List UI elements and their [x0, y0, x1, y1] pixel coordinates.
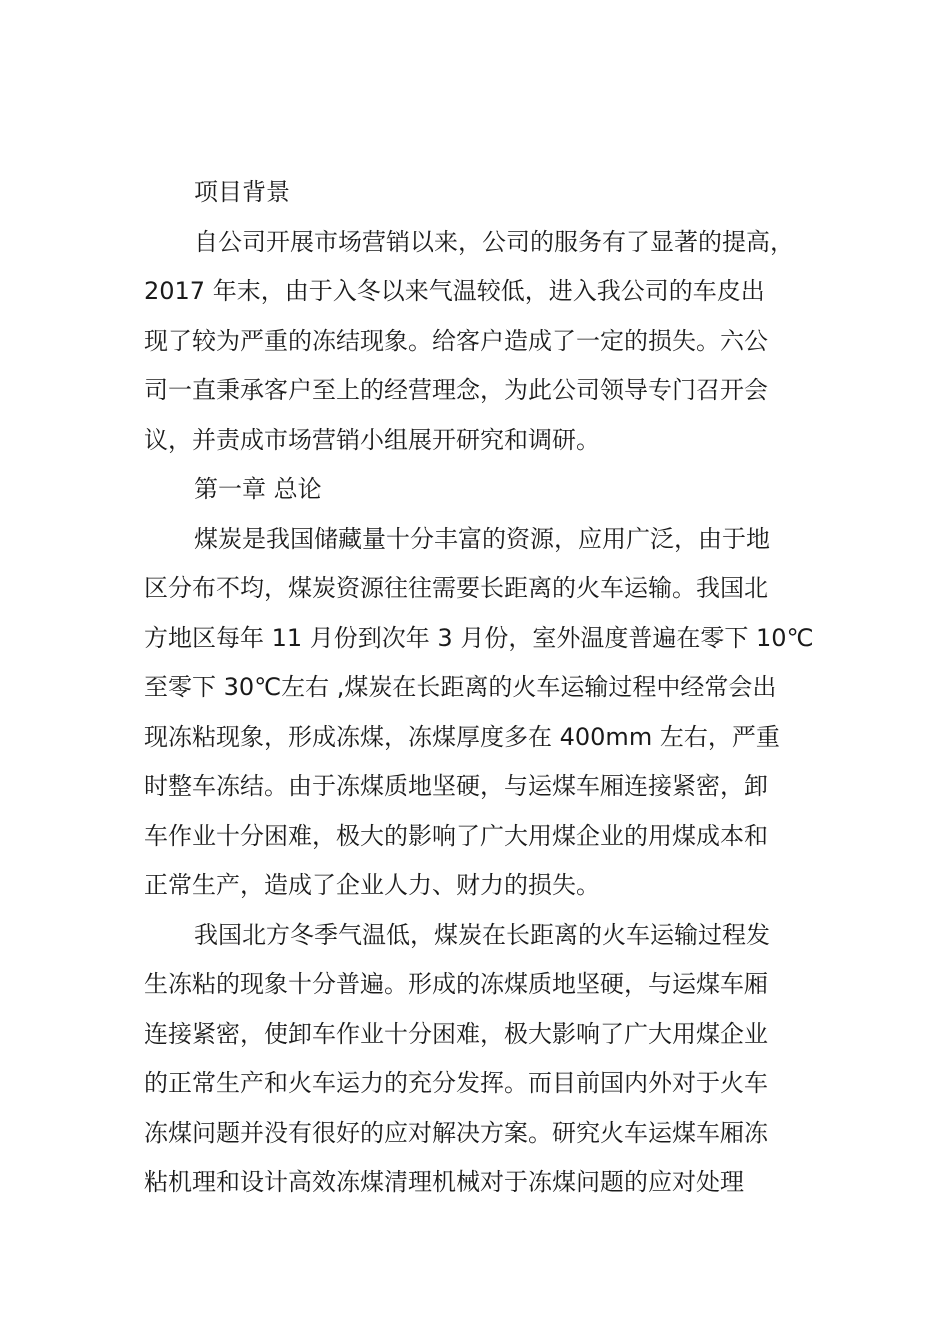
paragraph-chapter1-a [144, 515, 834, 911]
text-line: 连接紧密，使卸车作业十分困难，极大影响了广大用煤企业 [144, 1019, 768, 1048]
text-line: 车作业十分困难，极大的影响了广大用煤企业的用煤成本和 [144, 821, 768, 850]
text-line: 时整车冻结。由于冻煤质地坚硬，与运煤车厢连接紧密，卸 [144, 772, 768, 800]
text-line: 议，并责成市场营销小组展开研究和调研。 [144, 425, 600, 454]
text-line: 至零下 30℃左右 ,煤炭在长距离的火车运输过程中经常会出 [144, 673, 777, 701]
text-line: 生冻粘的现象十分普遍。形成的冻煤质地坚硬，与运煤车厢 [144, 970, 768, 998]
text-line: 区分布不均，煤炭资源往往需要长距离的火车运输。我国北 [144, 574, 768, 602]
text-line: 正常生产，造成了企业人力、财力的损失。 [144, 871, 600, 899]
text-line: 我国北方冬季气温低，煤炭在长距离的火车运输过程发 [194, 920, 770, 949]
text-line: 方地区每年 11 月份到次年 3 月份，室外温度普遍在零下 10℃ [144, 623, 814, 652]
section-heading: 项目背景 [194, 178, 290, 206]
text-line: 司一直秉承客户至上的经营理念，为此公司领导专门召开会 [144, 376, 768, 404]
text-line: 自公司开展市场营销以来，公司的服务有了显著的提高， [194, 227, 794, 256]
text-line: 现了较为严重的冻结现象。给客户造成了一定的损失。六公 [144, 326, 768, 355]
document-body [144, 168, 834, 1208]
text-line: 的正常生产和火车运力的充分发挥。而目前国内外对于火车 [144, 1069, 768, 1097]
text-line: 粘机理和设计高效冻煤清理机械对于冻煤问题的应对处理 [144, 1168, 744, 1196]
paragraph-background [144, 218, 834, 466]
paragraph-chapter1-b [144, 911, 834, 1208]
chapter-heading: 第一章 总论 [194, 475, 322, 503]
text-line: 现冻粘现象，形成冻煤，冻煤厚度多在 400mm 左右，严重 [144, 722, 780, 751]
text-line: 2017 年末，由于入冬以来气温较低，进入我公司的车皮出 [144, 277, 765, 305]
text-line: 煤炭是我国储藏量十分丰富的资源，应用广泛，由于地 [194, 524, 770, 553]
text-line: 冻煤问题并没有很好的应对解决方案。研究火车运煤车厢冻 [144, 1118, 768, 1147]
